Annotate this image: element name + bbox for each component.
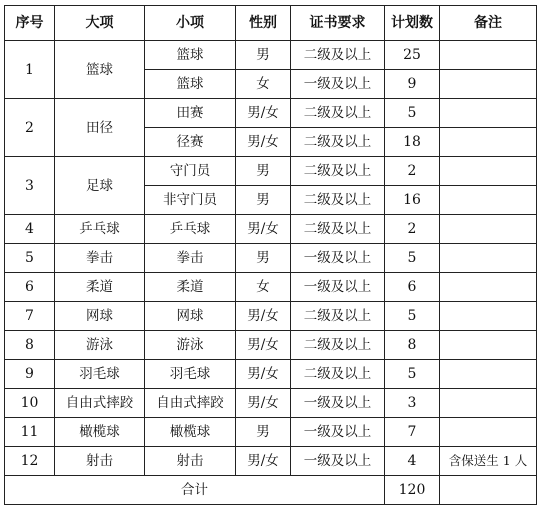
cell-count: 25 [385, 41, 440, 70]
cell-no: 8 [5, 331, 55, 360]
cell-minor: 射击 [145, 447, 236, 476]
cell-cert: 二级及以上 [291, 215, 385, 244]
header-gender: 性别 [236, 6, 291, 41]
cell-no: 5 [5, 244, 55, 273]
cell-cert: 二级及以上 [291, 99, 385, 128]
cell-gender: 男 [236, 418, 291, 447]
cell-cert: 一级及以上 [291, 273, 385, 302]
cell-count: 18 [385, 128, 440, 157]
cell-minor: 田赛 [145, 99, 236, 128]
table-row [5, 360, 537, 389]
cell-cert: 二级及以上 [291, 157, 385, 186]
table-wrapper [4, 5, 537, 505]
cell-cert: 一级及以上 [291, 244, 385, 273]
cell-no: 4 [5, 215, 55, 244]
cell-cert: 一级及以上 [291, 70, 385, 99]
total-label: 合计 [5, 476, 385, 505]
cell-count: 6 [385, 273, 440, 302]
cell-gender: 男 [236, 244, 291, 273]
cell-cert: 一级及以上 [291, 418, 385, 447]
table-row [5, 389, 537, 418]
cell-cert: 二级及以上 [291, 128, 385, 157]
cell-note [440, 128, 537, 157]
cell-minor: 游泳 [145, 331, 236, 360]
cell-gender: 男 [236, 186, 291, 215]
table-row [5, 41, 537, 70]
cell-count: 3 [385, 389, 440, 418]
cell-gender: 女 [236, 273, 291, 302]
cell-cert: 一级及以上 [291, 389, 385, 418]
header-row [5, 6, 537, 41]
cell-note [440, 331, 537, 360]
cell-count: 5 [385, 302, 440, 331]
header-major: 大项 [55, 6, 145, 41]
cell-major: 乒乓球 [55, 215, 145, 244]
cell-gender: 男/女 [236, 360, 291, 389]
cell-minor: 篮球 [145, 70, 236, 99]
table-row [5, 244, 537, 273]
header-note: 备注 [440, 6, 537, 41]
cell-cert: 二级及以上 [291, 302, 385, 331]
table-row [5, 302, 537, 331]
table-row [5, 418, 537, 447]
cell-no: 11 [5, 418, 55, 447]
cell-count: 9 [385, 70, 440, 99]
cell-count: 7 [385, 418, 440, 447]
header-no: 序号 [5, 6, 55, 41]
cell-major: 橄榄球 [55, 418, 145, 447]
cell-minor: 网球 [145, 302, 236, 331]
cell-no: 6 [5, 273, 55, 302]
table-row [5, 331, 537, 360]
total-row [5, 476, 537, 505]
cell-minor: 橄榄球 [145, 418, 236, 447]
cell-no: 10 [5, 389, 55, 418]
cell-note [440, 70, 537, 99]
cell-minor: 自由式摔跤 [145, 389, 236, 418]
cell-cert: 二级及以上 [291, 41, 385, 70]
cell-note [440, 157, 537, 186]
cell-cert: 二级及以上 [291, 186, 385, 215]
cell-cert: 二级及以上 [291, 360, 385, 389]
header-minor: 小项 [145, 6, 236, 41]
cell-major: 游泳 [55, 331, 145, 360]
header-cert: 证书要求 [291, 6, 385, 41]
cell-count: 2 [385, 157, 440, 186]
cell-gender: 男/女 [236, 99, 291, 128]
cell-count: 5 [385, 360, 440, 389]
cell-note [440, 244, 537, 273]
cell-major: 羽毛球 [55, 360, 145, 389]
cell-note [440, 99, 537, 128]
table-row [5, 215, 537, 244]
cell-gender: 男/女 [236, 389, 291, 418]
cell-no: 2 [5, 99, 55, 157]
cell-note [440, 186, 537, 215]
cell-gender: 男 [236, 41, 291, 70]
cell-major: 射击 [55, 447, 145, 476]
cell-cert: 一级及以上 [291, 447, 385, 476]
total-count: 120 [385, 476, 440, 505]
cell-count: 8 [385, 331, 440, 360]
cell-count: 4 [385, 447, 440, 476]
cell-minor: 拳击 [145, 244, 236, 273]
cell-count: 2 [385, 215, 440, 244]
cell-minor: 径赛 [145, 128, 236, 157]
cell-gender: 男 [236, 157, 291, 186]
total-note [440, 476, 537, 505]
cell-major: 篮球 [55, 41, 145, 99]
table-row [5, 447, 537, 476]
cell-major: 拳击 [55, 244, 145, 273]
cell-minor: 篮球 [145, 41, 236, 70]
recruitment-plan-table [4, 5, 537, 505]
cell-major: 自由式摔跤 [55, 389, 145, 418]
cell-minor: 守门员 [145, 157, 236, 186]
table-row [5, 273, 537, 302]
table-body [5, 41, 537, 505]
table-row [5, 157, 537, 186]
cell-note [440, 273, 537, 302]
cell-minor: 乒乓球 [145, 215, 236, 244]
cell-note [440, 302, 537, 331]
cell-minor: 羽毛球 [145, 360, 236, 389]
cell-count: 5 [385, 99, 440, 128]
cell-major: 田径 [55, 99, 145, 157]
cell-gender: 男/女 [236, 128, 291, 157]
cell-count: 16 [385, 186, 440, 215]
cell-no: 9 [5, 360, 55, 389]
header-count: 计划数 [385, 6, 440, 41]
cell-note [440, 215, 537, 244]
cell-gender: 男/女 [236, 331, 291, 360]
cell-major: 足球 [55, 157, 145, 215]
cell-no: 3 [5, 157, 55, 215]
cell-no: 1 [5, 41, 55, 99]
cell-minor: 柔道 [145, 273, 236, 302]
cell-note [440, 360, 537, 389]
cell-count: 5 [385, 244, 440, 273]
cell-minor: 非守门员 [145, 186, 236, 215]
cell-no: 7 [5, 302, 55, 331]
cell-note [440, 389, 537, 418]
table-row [5, 99, 537, 128]
cell-major: 网球 [55, 302, 145, 331]
cell-gender: 男/女 [236, 215, 291, 244]
cell-cert: 二级及以上 [291, 331, 385, 360]
cell-gender: 男/女 [236, 302, 291, 331]
cell-note [440, 41, 537, 70]
cell-note: 含保送生 1 人 [440, 447, 537, 476]
cell-gender: 男/女 [236, 447, 291, 476]
cell-note [440, 418, 537, 447]
cell-no: 12 [5, 447, 55, 476]
cell-gender: 女 [236, 70, 291, 99]
cell-major: 柔道 [55, 273, 145, 302]
